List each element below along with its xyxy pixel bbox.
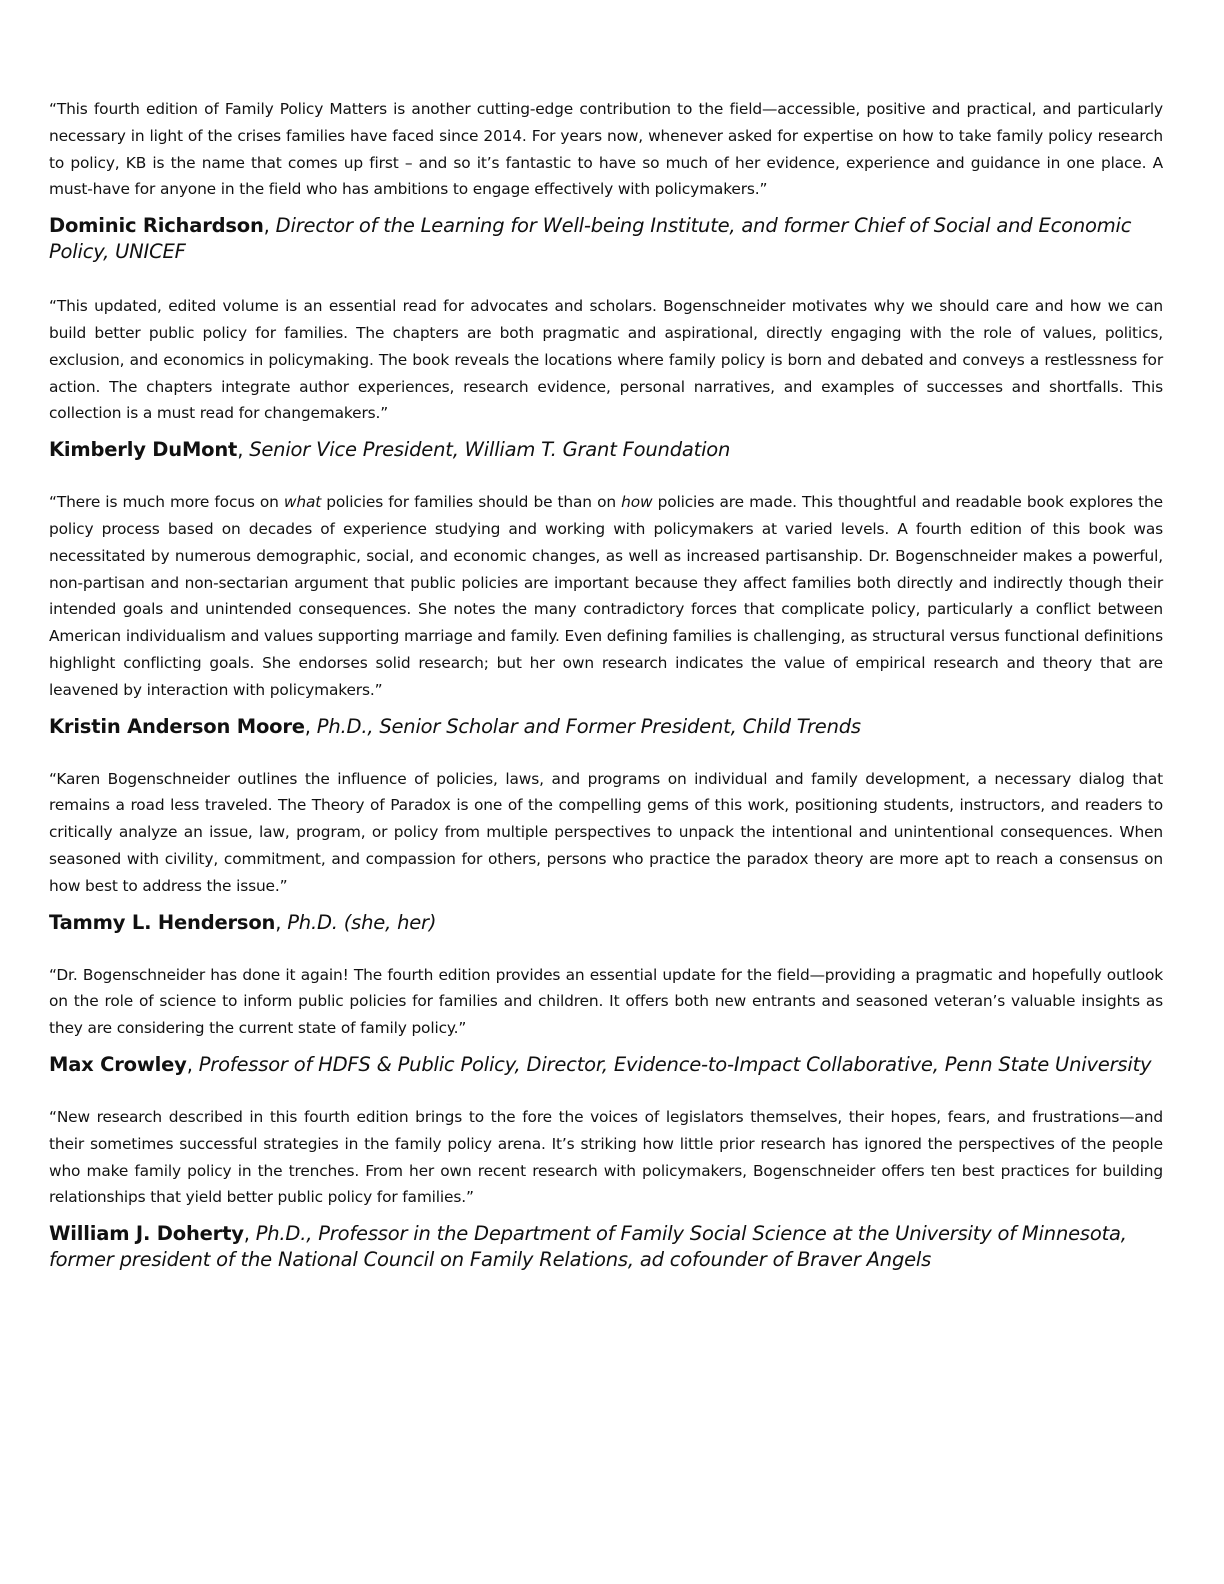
endorsement-quote bbox=[49, 96, 1163, 203]
endorser-title: Ph.D., Professor in the Department of Family Social Science at the University of Minnesota, former president of the National Council on Family Relations, ad cofounder of Braver Angels bbox=[49, 1222, 1127, 1272]
endorsement-kimberly-dumont bbox=[49, 293, 1163, 463]
endorser-name: Max Crowley bbox=[49, 1052, 187, 1076]
quote-text: “This updated, edited volume is an essential read for advocates and scholars. Bogenschneider motivates why we should care and how we can build better public policy for families. The chapters are both pragmatic and aspirational, directly engaging with the role of values, politics, exclusion, and economics in policymaking. The book reveals the locations where family policy is born and debated and conveys a restlessness for action. The chapters integrate author experiences, research evidence, personal narratives, and examples of successes and shortfalls. This collection is a must read for changemakers.” bbox=[49, 297, 1163, 423]
attribution-separator: , bbox=[304, 714, 317, 738]
endorser-name: Tammy L. Henderson bbox=[49, 910, 276, 934]
endorser-title: Director of the Learning for Well-being Institute, and former Chief of Social and Economic Policy, UNICEF bbox=[49, 214, 1132, 264]
endorser-name: Kimberly DuMont bbox=[49, 438, 238, 462]
endorsement-tammy-henderson bbox=[49, 766, 1163, 936]
endorsement-attribution bbox=[49, 910, 1163, 936]
endorsement-attribution bbox=[49, 437, 1163, 463]
attribution-separator: , bbox=[186, 1052, 199, 1076]
quote-emphasis: how bbox=[621, 493, 653, 512]
endorsement-dominic-richardson bbox=[49, 96, 1163, 265]
endorsement-attribution bbox=[49, 714, 1163, 740]
endorser-title: Ph.D. (she, her) bbox=[287, 910, 437, 934]
quote-text: policies for families should be than on bbox=[321, 493, 622, 512]
endorser-title: Ph.D., Senior Scholar and Former President, Child Trends bbox=[316, 714, 861, 738]
endorsement-attribution bbox=[49, 1052, 1163, 1078]
endorsement-quote bbox=[49, 766, 1163, 900]
endorsement-quote bbox=[49, 1104, 1163, 1211]
quote-text: “Karen Bogenschneider outlines the influence of policies, laws, and programs on individual and family development, a necessary dialog that remains a road less traveled. The Theory of Paradox is one of the compelling gems of this work, positioning students, instructors, and readers to critically analyze an issue, law, program, or policy from multiple perspectives to unpack the intentional and unintentional consequences. When seasoned with civility, commitment, and compassion for others, persons who practice the paradox theory are more apt to reach a consensus on how best to address the issue.” bbox=[49, 769, 1163, 895]
endorser-name: William J. Doherty bbox=[49, 1222, 244, 1246]
endorsement-quote bbox=[49, 489, 1163, 703]
endorsement-quote bbox=[49, 962, 1163, 1042]
endorsement-kristin-anderson-moore bbox=[49, 489, 1163, 739]
attribution-separator: , bbox=[263, 214, 276, 238]
endorsement-quote bbox=[49, 293, 1163, 427]
quote-text: “Dr. Bogenschneider has done it again! The fourth edition provides an essential update for the field—providing a pragmatic and hopefully outlook on the role of science to inform public policies for families and children. It offers both new entrants and seasoned veteran’s valuable insights as they are considering the current state of family policy.” bbox=[49, 965, 1163, 1038]
endorsement-attribution bbox=[49, 1221, 1163, 1273]
endorsement-attribution bbox=[49, 213, 1163, 265]
endorser-title: Senior Vice President, William T. Grant Foundation bbox=[249, 438, 731, 462]
endorser-name: Dominic Richardson bbox=[49, 214, 264, 238]
endorsements-page bbox=[49, 96, 1163, 1273]
quote-text: “There is much more focus on bbox=[49, 493, 284, 512]
quote-text: policies are made. This thoughtful and readable book explores the policy process based on decades of experience studying and working with policymakers at varied levels. A fourth edition of this book was necessitated by numerous demographic, social, and economic changes, as well as increased partisanship. Dr. Bogenschneider makes a powerful, non-partisan and non-sectarian argument that public policies are important because they affect families both directly and indirectly though their intended goals and unintended consequences. She notes the many contradictory forces that complicate policy, particularly a conflict between American individualism and values supporting marriage and family. Even defining families is challenging, as structural versus functional definitions highlight conflicting goals. She endorses solid research; but her own research indicates the value of empirical research and theory that are leavened by interaction with policymakers.” bbox=[49, 493, 1163, 699]
quote-text: “New research described in this fourth edition brings to the fore the voices of legislators themselves, their hopes, fears, and frustrations—and their sometimes successful strategies in the family policy arena. It’s striking how little prior research has ignored the perspectives of the people who make family policy in the trenches. From her own recent research with policymakers, Bogenschneider offers ten best practices for building relationships that yield better public policy for families.” bbox=[49, 1107, 1163, 1207]
quote-text: “This fourth edition of Family Policy Matters is another cutting-edge contribution to the field—accessible, positive and practical, and particularly necessary in light of the crises families have faced since 2014. For years now, whenever asked for expertise on how to take family policy research to policy, KB is the name that comes up first – and so it’s fantastic to have so much of her evidence, experience and guidance in one place. A must-have for anyone in the field who has ambitions to engage effectively with policymakers.” bbox=[49, 100, 1163, 199]
endorser-title: Professor of HDFS & Public Policy, Director, Evidence-to-Impact Collaborative, Penn State University bbox=[198, 1052, 1152, 1076]
attribution-separator: , bbox=[237, 438, 250, 462]
endorsement-william-doherty bbox=[49, 1104, 1163, 1273]
endorsement-max-crowley bbox=[49, 962, 1163, 1078]
quote-emphasis: what bbox=[283, 493, 322, 512]
attribution-separator: , bbox=[275, 910, 288, 934]
endorser-name: Kristin Anderson Moore bbox=[49, 714, 305, 738]
attribution-separator: , bbox=[243, 1222, 256, 1246]
